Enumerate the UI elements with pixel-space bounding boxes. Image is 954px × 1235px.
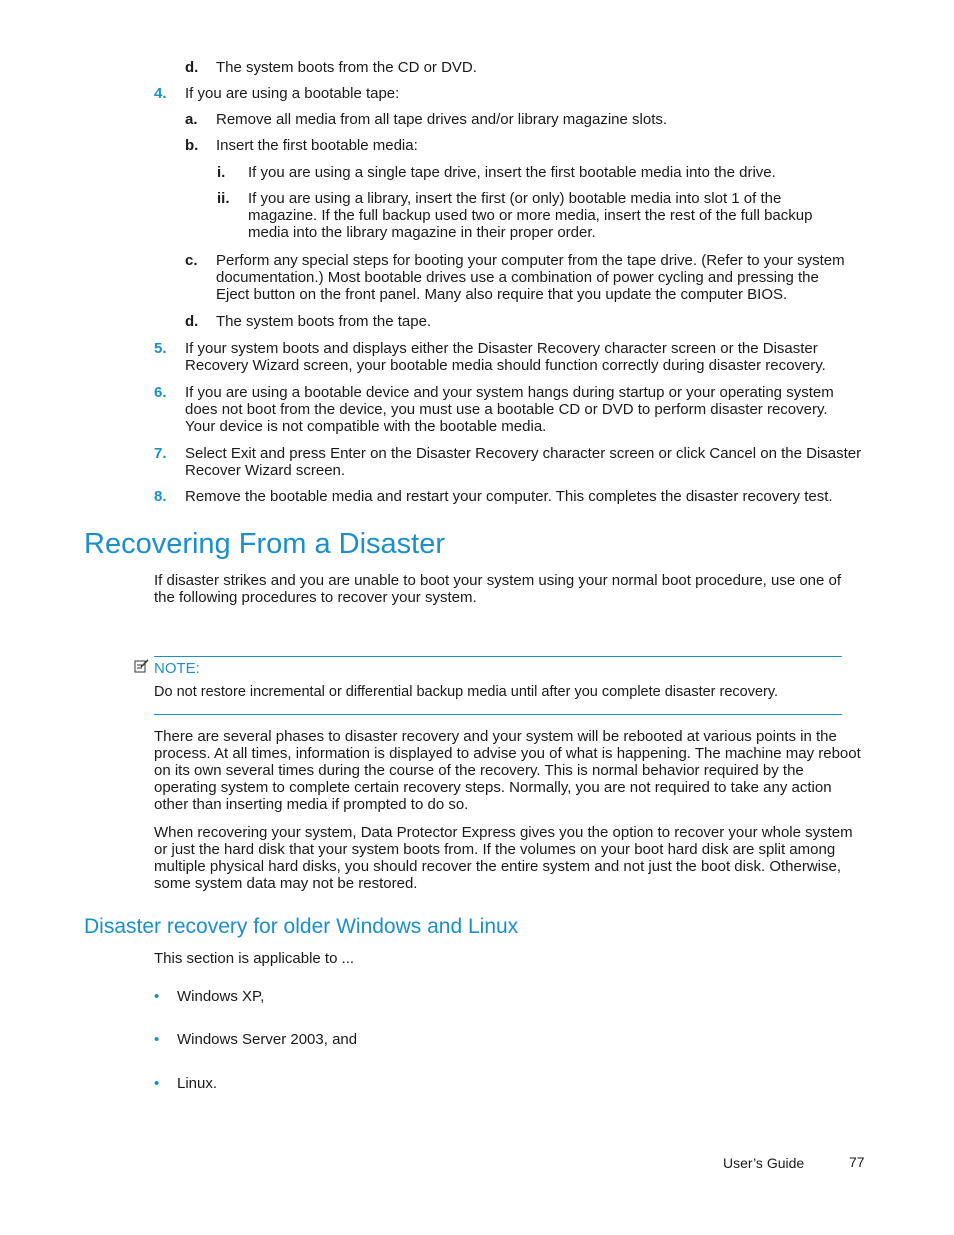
note-text: Do not restore incremental or differential backup media until after you complete disaster recovery. [154, 684, 779, 700]
intro-paragraph: This section is applicable to ... [154, 950, 355, 967]
bullet-icon: • [154, 1031, 160, 1048]
list-item: ii. If you are using a library, insert the first (or only) bootable media into slot 1 of the magazine. If the full backup used two or more media, insert the rest of the full backup media into the library magazine in their proper order. [217, 190, 813, 241]
section-heading: Recovering From a Disaster [84, 528, 445, 560]
list-item: • Windows XP, [154, 988, 265, 1005]
subsection-heading: Disaster recovery for older Windows and Linux [84, 915, 519, 938]
note-bottom-rule [154, 714, 842, 715]
note-label: NOTE: [154, 660, 200, 677]
body-paragraph: When recovering your system, Data Protector Express gives you the option to recover your whole system or just the hard disk that your system boots from. If the volumes on your boot hard disk are split among multiple physical hard disks, you should recover the entire system and not just the boot disk. Otherwise, some system data may not be restored. [154, 824, 853, 892]
list-item: 7. Select Exit and press Enter on the Disaster Recovery character screen or click Cancel on the Disaster Recover Wizard screen. [154, 445, 862, 479]
list-item: c. Perform any special steps for booting your computer from the tape drive. (Refer to your system documentation.) Most bootable drives use a combination of power cycling and pressing the Eject button on the front panel. Many also require that you update the computer BIOS. [185, 252, 845, 303]
list-item: 5. If your system boots and displays either the Disaster Recovery character screen or the Disaster Recovery Wizard screen, your bootable media should function correctly during disaster recovery. [154, 340, 826, 374]
bullet-icon: • [154, 1075, 160, 1092]
bullet-icon: • [154, 988, 160, 1005]
list-item: • Linux. [154, 1075, 218, 1092]
page-number: 77 [849, 1154, 865, 1170]
note-icon [134, 659, 150, 673]
note-top-rule [154, 656, 842, 657]
footer-guide-title: User’s Guide [723, 1155, 805, 1171]
intro-paragraph: If disaster strikes and you are unable to boot your system using your normal boot procedure, use one of the following procedures to recover your system. [154, 572, 842, 606]
list-item: • Windows Server 2003, and [154, 1031, 358, 1048]
list-item: 6. If you are using a bootable device and your system hangs during startup or your operating system does not boot from the device, you must use a bootable CD or DVD to perform disaster recovery. Your device is not compatible with the bootable media. [154, 384, 834, 435]
body-paragraph: There are several phases to disaster recovery and your system will be rebooted at various points in the process. At all times, information is displayed to advise you of what is happening. The machine may reboot on its own several times during the course of the recovery. This is normal behavior required by the operating system to complete certain recovery steps. Normally, you are not required to take any action other than inserting media if prompted to do so. [154, 728, 861, 813]
